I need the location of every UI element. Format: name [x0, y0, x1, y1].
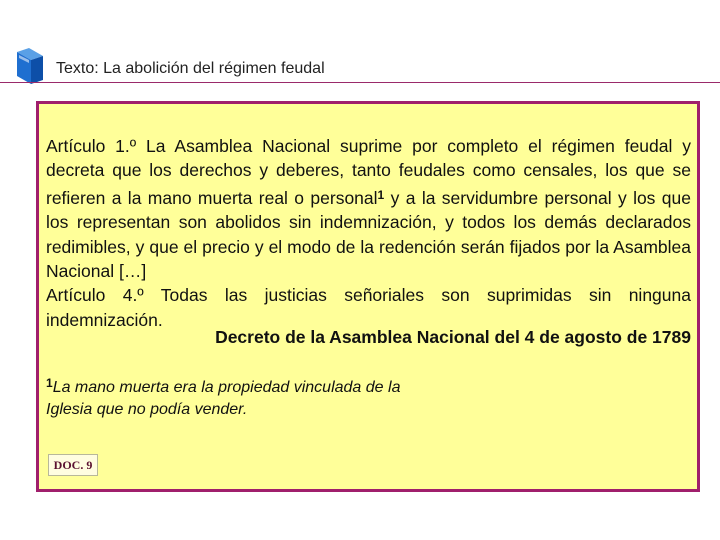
article-4: Artículo 4.º Todas las justicias señoriales son suprimidas sin ninguna indemnización. [46, 285, 691, 330]
header [0, 0, 720, 90]
footnote-text: La mano muerta era la propiedad vinculada de la Iglesia que no podía vender. [46, 379, 401, 418]
footnote [46, 372, 446, 421]
page-title: Texto: La abolición del régimen feudal [56, 60, 325, 77]
footnote-reference: 1 [377, 187, 385, 202]
document-text [46, 134, 691, 332]
book-icon [13, 46, 47, 86]
document-box [36, 101, 700, 492]
article-1 [46, 134, 691, 283]
article-1-tail: y a la servidumbre personal y los que los representan son abolidos sin indemnización, y todos los demás declarados redimibles, y que el precio y el modo de la redención serán fijados por la Asamblea Nacional […] [46, 187, 691, 282]
footnote-mark: 1 [46, 376, 53, 390]
document-label: DOC. 9 [48, 454, 98, 476]
article-1-text: Artículo 1.º La Asamblea Nacional suprime por completo el régimen feudal y decreta que los derechos y deberes, tanto feudales como censales, los que se refieren a la mano muerta real o personal [46, 136, 691, 208]
document-source: Decreto de la Asamblea Nacional del 4 de agosto de 1789 [215, 327, 691, 347]
header-divider [0, 82, 720, 83]
